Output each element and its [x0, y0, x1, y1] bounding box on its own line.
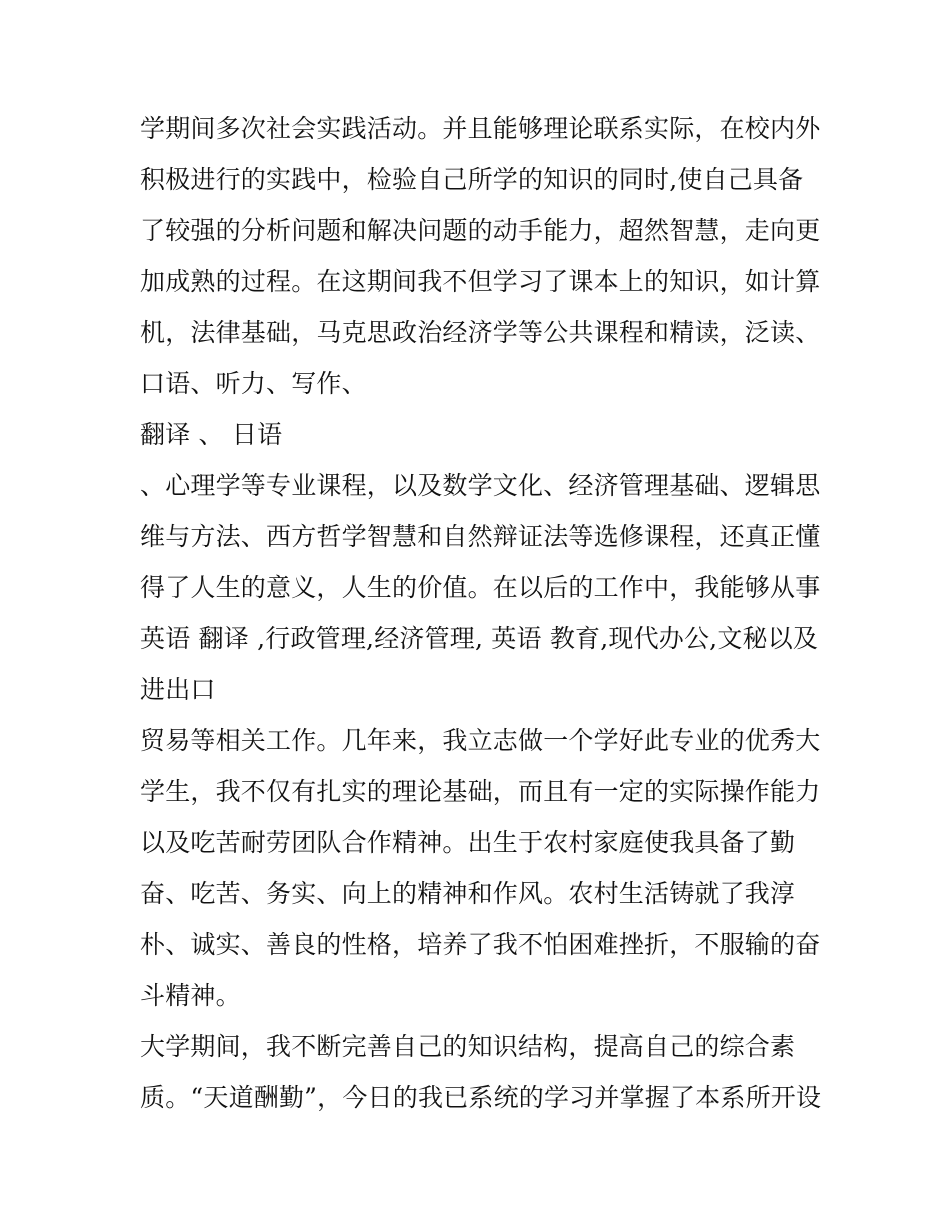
- text-line-8: 、心理学等专业课程，以及数学文化、经济管理基础、逻辑思: [140, 471, 821, 500]
- text-line-18: 斗精神。: [140, 981, 241, 1010]
- text-line-3: 了较强的分析问题和解决问题的动手能力，超然智慧，走向更: [140, 216, 821, 245]
- body-text: [140, 103, 830, 1123]
- text-line-16: 奋、吃苦、务实、向上的精神和作风。农村生活铸就了我淳: [140, 879, 796, 908]
- text-line-6: 口语、听力、写作、: [140, 369, 367, 398]
- text-line-7: 翻译 、 日语: [140, 420, 283, 449]
- text-line-15: 以及吃苦耐劳团队合作精神。出生于农村家庭使我具备了勤: [140, 828, 796, 857]
- text-line-2: 积极进行的实践中，检验自己所学的知识的同时,使自己具备: [140, 165, 804, 194]
- text-line-14: 学生，我不仅有扎实的理论基础，而且有一定的实际操作能力: [140, 777, 821, 806]
- text-line-20: 质。“天道酬勤”，今日的我已系统的学习并掌握了本系所开设: [140, 1083, 822, 1112]
- text-line-11: 英语 翻译 ,行政管理,经济管理, 英语 教育,现代办公,文秘以及: [140, 624, 819, 653]
- text-line-4: 加成熟的过程。在这期间我不但学习了课本上的知识，如计算: [140, 267, 821, 296]
- text-line-19: 大学期间，我不断完善自己的知识结构，提高自己的综合素: [140, 1032, 796, 1061]
- text-line-1: 学期间多次社会实践活动。并且能够理论联系实际，在校内外: [140, 114, 821, 143]
- text-line-12: 进出口: [140, 675, 216, 704]
- text-line-17: 朴、诚实、善良的性格，培养了我不怕困难挫折，不服输的奋: [140, 930, 821, 959]
- text-line-5: 机，法律基础，马克思政治经济学等公共课程和精读，泛读、: [140, 318, 821, 347]
- text-line-10: 得了人生的意义，人生的价值。在以后的工作中，我能够从事: [140, 573, 821, 602]
- text-line-9: 维与方法、西方哲学智慧和自然辩证法等选修课程，还真正懂: [140, 522, 821, 551]
- text-line-13: 贸易等相关工作。几年来，我立志做一个学好此专业的优秀大: [140, 726, 821, 755]
